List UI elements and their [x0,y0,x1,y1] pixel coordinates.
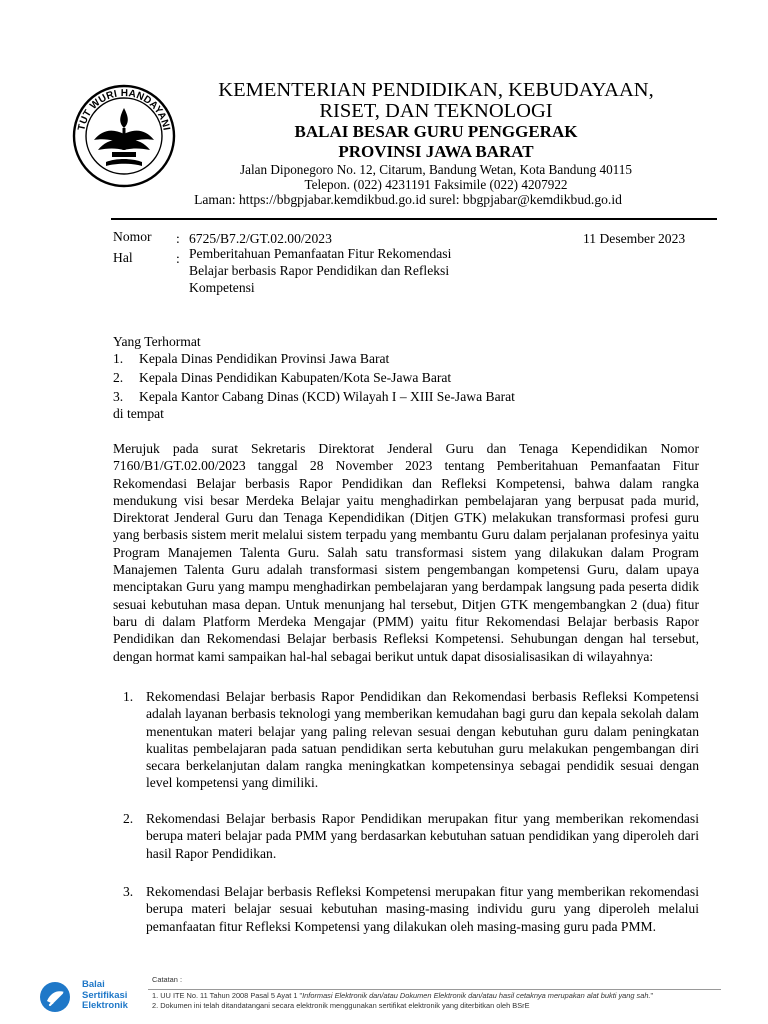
hal-value: Pemberitahuan Pemanfaatan Fitur Rekomendasi Belajar berbasis Rapor Pendidikan dan Refleksi Kompetensi [189,246,452,295]
bsre-line3: Elektronik [82,1000,128,1011]
recipient-item [113,350,389,367]
recipient-number: 2. [113,370,124,385]
bsre-wordmark [82,980,128,1012]
tut-wuri-handayani-logo [66,78,182,194]
footer-divider [148,989,721,990]
office-address: Jalan Diponegoro No. 12, Citarum, Bandung Wetan, Kota Bandung 40115 [240,162,632,177]
ministry-name-line1: KEMENTERIAN PENDIDIKAN, KEBUDAYAAN, [218,79,654,101]
place: di tempat [113,406,164,421]
office-phone: Telepon. (022) 4231191 Faksimile (022) 4207922 [304,177,568,192]
footnote-uu-ite-quote: Informasi Elektronik dan/atau Dokumen Elektronik dan/atau hasil cetaknya merupakan alat bukti yang sah. [302,991,651,1000]
office-name-line2: PROVINSI JAWA BARAT [338,142,534,161]
bsre-line1: Balai [82,979,105,990]
letterhead-divider [111,218,717,220]
bsre-logo-icon [38,980,72,1014]
nomor-colon: : [176,231,180,246]
point-number: 1. [123,689,134,704]
recipient-text: Kepala Dinas Pendidikan Kabupaten/Kota Se-Jawa Barat [139,370,452,385]
footnote-bsre: 2. Dokumen ini telah ditandatangani secara elektronik menggunakan sertifikat elektronik yang diterbitkan oleh BSrE [152,1001,530,1010]
greeting: Yang Terhormat [113,334,201,349]
point-text: Rekomendasi Belajar berbasis Refleksi Kompetensi merupakan fitur yang memberikan rekomendasi berupa materi belajar sesuai kebutuhan masing-masing individu guru yang diperoleh melalui pemanfaatan fitur Refleksi Kompetensi yang dilakukan oleh masing-masing guru pada PMM. [146,884,699,934]
recipient-number: 1. [113,351,124,366]
office-name-line1: BALAI BESAR GURU PENGGERAK [294,122,578,141]
point-number: 2. [123,811,134,826]
footnote-uu-ite-suffix: " [650,991,654,1000]
catatan-label: Catatan : [152,975,182,984]
recipient-item [113,369,451,386]
svg-text:TUT WURI HANDAYANI: TUT WURI HANDAYANI [76,87,172,132]
recipient-text: Kepala Dinas Pendidikan Provinsi Jawa Barat [139,351,390,366]
ministry-name-line2: RISET, DAN TEKNOLOGI [319,100,553,122]
hal-label: Hal [113,250,133,265]
intro-paragraph: Merujuk pada surat Sekretaris Direktorat Jenderal Guru dan Tenaga Kependidikan Nomor 7160/B1/GT.02.00/2023 tanggal 28 November 2023 tentang Pemberitahuan Pemanfaatan Fitur Rekomendasi Belajar berbasis Rapor Pendidikan dan Refleksi Kompetensi, bahwa dalam rangka mendukung visi besar Merdeka Belajar yaitu menghadirkan pembelajaran yang berpusat pada murid, Direktorat Jenderal Guru dan Tenaga Kependidikan (Ditjen GTK) melakukan transformasi profesi guru yang berbasis sistem merit melalui sistem terpadu yang membantu Guru dalam perjalanan profesinya yaitu Program Manajemen Talenta Guru. Salah satu transformasi sistem yang dilakukan dalam Program Manajemen Talenta Guru adalah transformasi sistem pengembangan kompetensi Guru, dalam upaya menciptakan Guru yang mampu menghadirkan pembelajaran yang berdampak langsung pada peserta didik sesuai kebutuhan masa depan. Untuk menunjang hal tersebut, Ditjen GTK mengembangkan 2 (dua) fitur baru di dalam Platform Merdeka Mengajar (PMM) yaitu fitur Rekomendasi Belajar berbasis Rapor Pendidikan dan Rekomendasi Belajar berbasis Refleksi Kompetensi. Sehubungan dengan hal tersebut, dengan hormat kami sampaikan hal-hal sebagai berikut untuk dapat disosialisasikan di wilayahnya: [113,441,699,664]
point-text: Rekomendasi Belajar berbasis Rapor Pendidikan dan Rekomendasi berbasis Refleksi Kompetensi adalah layanan berbasis teknologi yang memberikan kemudahan bagi guru dan kepala sekolah dalam menentukan materi belajar yang paling relevan sesuai dengan kebutuhan guru dalam peningkatan kualitas pembelajaran pada satuan pendidikan serta kebutuhan guru melakukan pengembangan diri secara berkelanjutan dalam rangka meningkatkan kompetensinya sebagai pendidik sesuai dengan level kompetensi yang dimiliki. [146,689,699,791]
letter-date: 11 Desember 2023 [583,231,686,246]
office-web-email: Laman: https://bbgpjabar.kemdikbud.go.id surel: bbgpjabar@kemdikbud.go.id [194,192,622,207]
footnote-uu-ite [152,991,653,1000]
footnote-uu-ite-prefix: 1. UU ITE No. 11 Tahun 2008 Pasal 5 Ayat 1 " [152,991,303,1000]
point-number: 3. [123,884,134,899]
recipient-number: 3. [113,389,124,404]
recipient-item [113,388,515,405]
nomor-label: Nomor [113,229,152,244]
hal-colon: : [176,251,180,266]
point-text: Rekomendasi Belajar berbasis Rapor Pendidikan merupakan fitur yang memberikan rekomendasi berupa materi belajar pada PMM yang berdasarkan kebutuhan satuan pendidikan yang diperoleh dari hasil Rapor Pendidikan. [146,811,699,861]
bsre-line2: Sertifikasi [82,989,128,1001]
recipient-text: Kepala Kantor Cabang Dinas (KCD) Wilayah I – XIII Se-Jawa Barat [139,389,515,404]
nomor-value: 6725/B7.2/GT.02.00/2023 [189,231,332,246]
